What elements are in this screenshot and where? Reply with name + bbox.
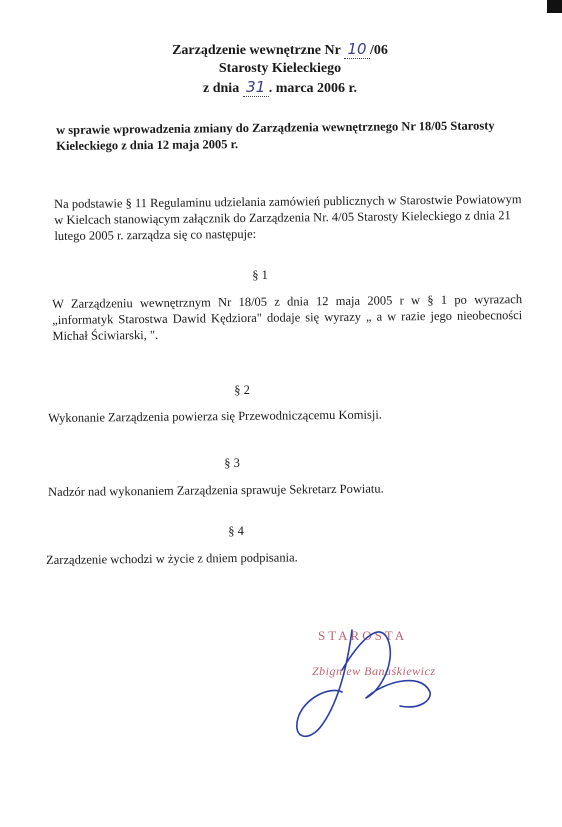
header-date-suffix: . marca 2006 r. xyxy=(268,81,357,96)
section-2-text: Wykonanie Zarządzenia powierza się Przewodniczącemu Komisji. xyxy=(48,407,382,425)
handwritten-order-number: 10 xyxy=(344,40,370,59)
subject-line: w sprawie wprowadzenia zmiany do Zarządzenia wewnętrznego Nr 18/05 Starosty Kieleckiego z dnia 12 maja 2005 r. xyxy=(56,118,495,153)
section-2-mark: § 2 xyxy=(234,383,250,397)
header-line-2: Starosty Kieleckiego xyxy=(218,61,342,76)
section-1-text: W Zarządzeniu wewnętrznym Nr 18/05 z dnia 12 maja 2005 r w § 1 po wyrazach „informatyk Starostwa Dawid Kędziora" dodaje się wyrazy „ a w razie jego nieobecności Michał Ściwiarski, ". xyxy=(52,292,523,343)
header-date-prefix: z dnia xyxy=(203,81,243,96)
header-title-suffix: /06 xyxy=(370,43,388,58)
handwritten-signature xyxy=(270,600,450,750)
handwritten-day: 31 xyxy=(243,78,269,97)
section-3-text: Nadzór nad wykonaniem Zarządzenia sprawuje Sekretarz Powiatu. xyxy=(48,481,384,499)
scan-corner-mark xyxy=(547,0,562,13)
section-4-text: Zarządzenie wchodzi w życie z dniem podpisania. xyxy=(46,550,298,567)
stamp-name: Zbigniew Banaśkiewicz xyxy=(312,664,436,678)
header-line-3 xyxy=(150,78,410,98)
section-4-mark: § 4 xyxy=(228,524,244,538)
document-header xyxy=(150,40,410,98)
stamp-title: STAROSTA xyxy=(318,628,408,643)
section-3-mark: § 3 xyxy=(224,456,240,470)
header-title-prefix: Zarządzenie wewnętrzne Nr xyxy=(172,43,345,58)
header-line-1 xyxy=(150,40,410,60)
preamble-paragraph: Na podstawie § 11 Regulaminu udzielania zamówień publicznych w Starostwie Powiatowym w Kielcach stanowiącym załącznik do Zarządzenia Nr. 4/05 Starosty Kieleckiego z dnia 21 lutego 2005 r. zarządza się co następuje: xyxy=(54,192,522,243)
section-1-mark: § 1 xyxy=(252,268,268,282)
